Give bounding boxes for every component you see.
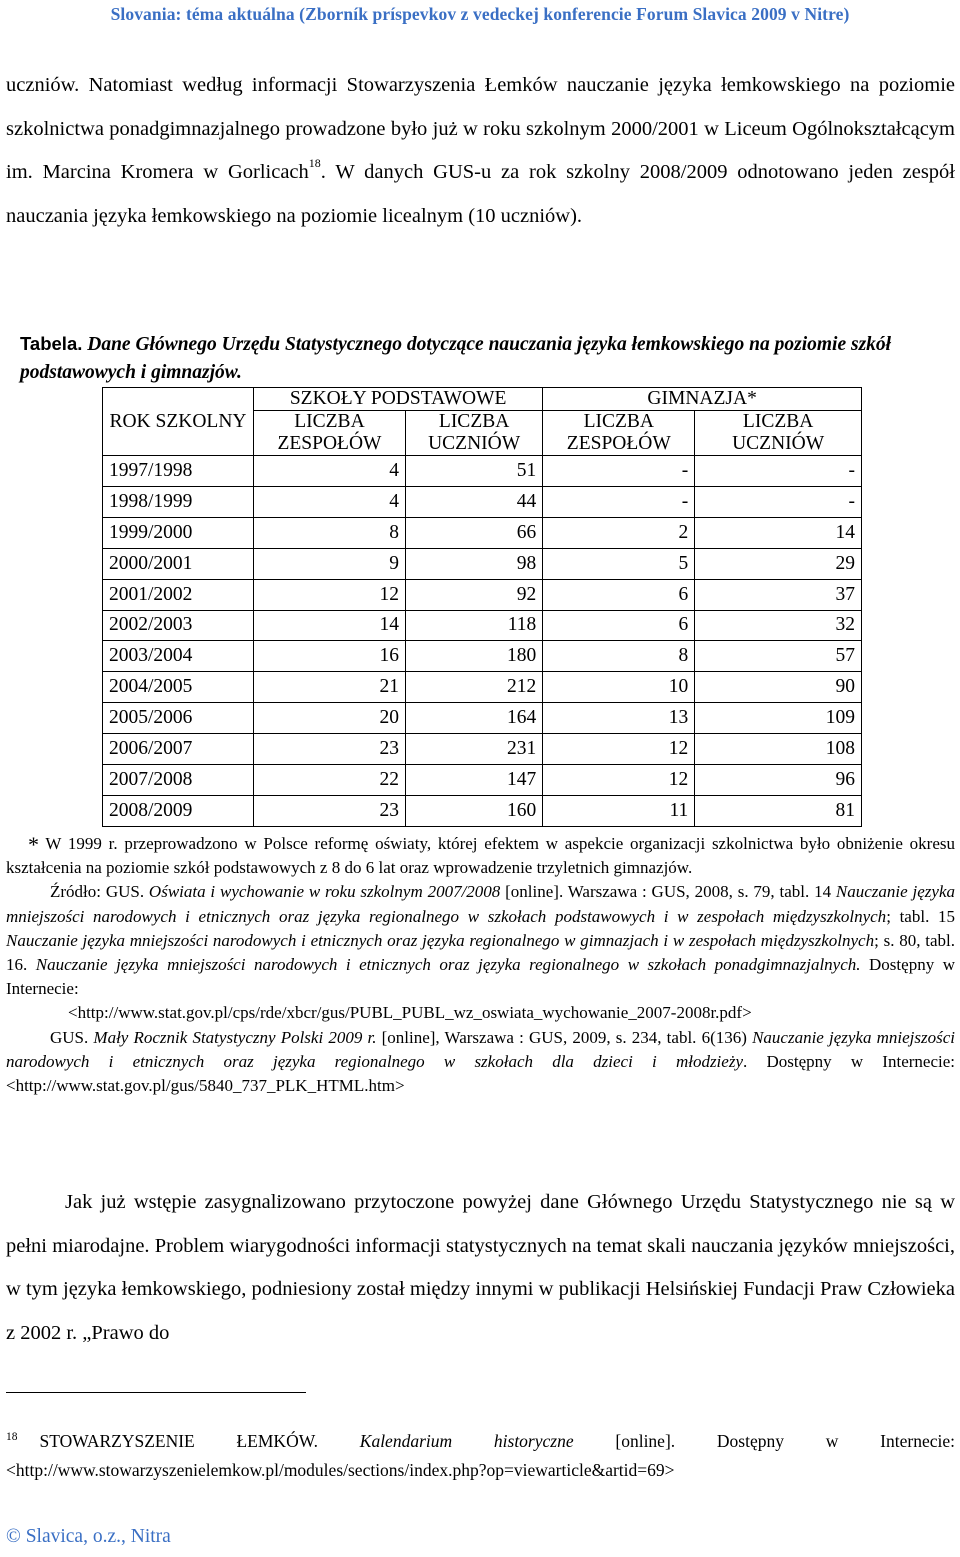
cell-gimn-zespoly: 6 — [543, 610, 695, 641]
cell-podst-uczniowie: 98 — [405, 548, 542, 579]
cell-podst-zespoly: 8 — [253, 517, 405, 548]
caption-lead: Tabela. — [20, 333, 83, 354]
cell-gimn-uczniowie: - — [695, 456, 862, 487]
table-row — [103, 765, 862, 796]
src1-g: ; s. 80, tabl. 16. — [6, 930, 955, 975]
table-row — [103, 703, 862, 734]
header-gimnazja: GIMNAZJA* — [543, 388, 862, 411]
cell-gimn-uczniowie: 109 — [695, 703, 862, 734]
header-gimn-liczba-zespolow: LICZBA ZESPOŁÓW — [543, 411, 695, 456]
cell-rok: 2000/2001 — [103, 548, 254, 579]
cell-gimn-uczniowie: 81 — [695, 795, 862, 826]
source-note-2 — [6, 1026, 955, 1099]
header-gimn-liczba-uczniow: LICZBA UCZNIÓW — [695, 411, 862, 456]
cell-gimn-zespoly: 2 — [543, 517, 695, 548]
cell-podst-zespoly: 9 — [253, 548, 405, 579]
caption-title: Dane Głównego Urzędu Statystycznego dotyczące nauczania języka łemkowskiego na poziomie szkół podstawowych i gimnazjów. — [20, 334, 892, 383]
header-podst-liczba-zespolow: LICZBA ZESPOŁÓW — [253, 411, 405, 456]
src2-c: [online], Warszawa : GUS, 2009, s. 234, tabl. 6(136) — [376, 1027, 753, 1047]
cell-gimn-zespoly: 8 — [543, 641, 695, 672]
running-header: Slovania: téma aktuálna (Zborník príspevkov z vedeckej konferencie Forum Slavica 2009 v Nitre) — [110, 4, 850, 24]
cell-podst-zespoly: 12 — [253, 579, 405, 610]
cell-gimn-zespoly: - — [543, 486, 695, 517]
table-row — [103, 641, 862, 672]
cell-rok: 2007/2008 — [103, 765, 254, 796]
cell-rok: 2004/2005 — [103, 672, 254, 703]
src2-d: Nauczanie języka mniejszości narodowych i etnicznych oraz języka regionalnego w szkołach dla dzieci i młodzieży — [6, 1027, 955, 1071]
cell-podst-uczniowie: 160 — [405, 795, 542, 826]
cell-gimn-uczniowie: 29 — [695, 548, 862, 579]
src1-d: Nauczanie języka mniejszości narodowych i etnicznych oraz języka regionalnego w szkołach podstawowych i w zespołach międzyszkolnych — [6, 882, 956, 926]
cell-gimn-uczniowie: 96 — [695, 765, 862, 796]
cell-gimn-zespoly: 12 — [543, 734, 695, 765]
src1-c: [online]. Warszawa : GUS, 2008, s. 79, tabl. 14 — [500, 882, 836, 902]
cell-rok: 1997/1998 — [103, 456, 254, 487]
cell-gimn-zespoly: 13 — [543, 703, 695, 734]
src2-e: . Dostępny w Internecie: <http://www.stat.gov.pl/gus/5840_737_PLK_HTML.htm> — [6, 1051, 955, 1096]
cell-podst-uczniowie: 66 — [405, 517, 542, 548]
table-row — [103, 610, 862, 641]
cell-gimn-uczniowie: 14 — [695, 517, 862, 548]
cell-podst-uczniowie: 147 — [405, 765, 542, 796]
src1-f: Nauczanie języka mniejszości narodowych i etnicznych oraz języka regionalnego w gimnazjach i w zespołach międzyszkolnych — [6, 930, 875, 950]
cell-gimn-zespoly: 6 — [543, 579, 695, 610]
cell-podst-zespoly: 21 — [253, 672, 405, 703]
cell-gimn-uczniowie: 37 — [695, 579, 862, 610]
table-caption — [20, 330, 960, 387]
table-row — [103, 795, 862, 826]
header-szkoly-podstawowe: SZKOŁY PODSTAWOWE — [253, 388, 542, 411]
table-row — [103, 517, 862, 548]
running-footer: © Slavica, o.z., Nitra — [6, 1526, 171, 1547]
src2-b: Mały Rocznik Statystyczny Polski 2009 r. — [93, 1027, 377, 1047]
cell-podst-zespoly: 20 — [253, 703, 405, 734]
footnote-divider — [6, 1392, 306, 1393]
src1-b: Oświata i wychowanie w roku szkolnym 2007/2008 — [148, 882, 501, 902]
body-paragraph-1 — [6, 64, 955, 238]
footnote-b: Kalendarium historyczne — [359, 1431, 574, 1451]
table-row — [103, 579, 862, 610]
footnote-number: 18 — [6, 1431, 18, 1443]
cell-gimn-zespoly: - — [543, 456, 695, 487]
src1-i: Dostępny w Internecie: — [6, 955, 955, 999]
cell-podst-zespoly: 23 — [253, 795, 405, 826]
source-url-1[interactable]: <http://www.stat.gov.pl/cps/rde/xbcr/gus/PUBL_PUBL_wz_oswiata_wychowanie_2007-2008r.pdf> — [68, 1003, 752, 1023]
cell-gimn-zespoly: 5 — [543, 548, 695, 579]
source-note-1 — [6, 880, 955, 1001]
cell-podst-uczniowie: 92 — [405, 579, 542, 610]
body-paragraph-2 — [6, 1181, 955, 1355]
cell-gimn-zespoly: 11 — [543, 795, 695, 826]
header-podst-liczba-uczniow: LICZBA UCZNIÓW — [405, 411, 542, 456]
cell-rok: 2002/2003 — [103, 610, 254, 641]
table-row — [103, 734, 862, 765]
cell-rok: 2006/2007 — [103, 734, 254, 765]
cell-rok: 1999/2000 — [103, 517, 254, 548]
cell-podst-uczniowie: 231 — [405, 734, 542, 765]
header-rok-szkolny: ROK SZKOLNY — [103, 388, 254, 456]
para1-text-cont: . W danych GUS-u za rok szkolny 2008/2009 odnotowano jeden zespół nauczania języka łemkowskiego na poziomie licealnym (10 uczniów). — [6, 161, 955, 227]
reform-note — [6, 830, 955, 880]
table-row — [103, 456, 862, 487]
cell-rok: 2001/2002 — [103, 579, 254, 610]
statistics-table — [102, 387, 862, 827]
reform-note-text: W 1999 r. przeprowadzono w Polsce reformę oświaty, której efektem w aspekcie organizacji szkolnictwa było obniżenie okresu kształcenia na poziomie szkół podstawowych z 8 do 6 lat oraz wprowadzenie trzyletnich gimnazjów. — [6, 834, 955, 878]
table-row — [103, 548, 862, 579]
cell-gimn-uczniowie: 108 — [695, 734, 862, 765]
table-row — [103, 672, 862, 703]
cell-podst-zespoly: 22 — [253, 765, 405, 796]
cell-podst-zespoly: 14 — [253, 610, 405, 641]
cell-rok: 2008/2009 — [103, 795, 254, 826]
cell-gimn-uczniowie: 90 — [695, 672, 862, 703]
cell-podst-uczniowie: 118 — [405, 610, 542, 641]
src1-h: Nauczanie języka mniejszości narodowych i etnicznych oraz języka regionalnego w szkołach ponadgimnazjalnych. — [35, 955, 861, 975]
cell-podst-zespoly: 4 — [253, 456, 405, 487]
cell-gimn-zespoly: 10 — [543, 672, 695, 703]
cell-podst-zespoly: 4 — [253, 486, 405, 517]
footnote-a: STOWARZYSZENIE ŁEMKÓW. — [39, 1431, 360, 1451]
table-row — [103, 486, 862, 517]
cell-gimn-uczniowie: - — [695, 486, 862, 517]
cell-podst-uczniowie: 44 — [405, 486, 542, 517]
src1-e: ; tabl. 15 — [886, 906, 956, 926]
cell-rok: 2005/2006 — [103, 703, 254, 734]
cell-podst-uczniowie: 51 — [405, 456, 542, 487]
cell-rok: 2003/2004 — [103, 641, 254, 672]
footnote-ref-18[interactable]: 18 — [308, 156, 321, 171]
cell-gimn-uczniowie: 32 — [695, 610, 862, 641]
cell-podst-zespoly: 23 — [253, 734, 405, 765]
cell-podst-uczniowie: 180 — [405, 641, 542, 672]
cell-rok: 1998/1999 — [103, 486, 254, 517]
cell-podst-zespoly: 16 — [253, 641, 405, 672]
src2-a: GUS. — [50, 1027, 94, 1047]
src1-a: Źródło: GUS. — [50, 882, 149, 902]
para2-text: Jak już wstępie zasygnalizowano przytoczone powyżej dane Głównego Urzędu Statystycznego nie są w pełni miarodajne. Problem wiarygodności informacji statystycznych na temat skali nauczania języków mniejszości, w tym języka łemkowskiego, podniesiony został między innymi w publikacji Helsińskiej Fundacji Praw Człowieka z 2002 r. „Prawo do — [6, 1191, 955, 1344]
asterisk-mark: * — [28, 832, 39, 857]
cell-gimn-uczniowie: 57 — [695, 641, 862, 672]
para1-text: uczniów. Natomiast według informacji Stowarzyszenia Łemków nauczanie języka łemkowskiego na poziomie szkolnictwa ponadgimnazjalnego prowadzone było już w roku szkolnym 2000/2001 w Liceum Ogólnokształcącym im. Marcina Kromera w Gorlicach — [6, 74, 955, 183]
table-notes — [6, 830, 955, 1098]
footnote-18 — [6, 1428, 955, 1483]
cell-gimn-zespoly: 12 — [543, 765, 695, 796]
cell-podst-uczniowie: 164 — [405, 703, 542, 734]
footnote-c: [online]. Dostępny w Internecie: <http://www.stowarzyszenielemkow.pl/modules/sections/index.php?op=viewarticle&artid=69> — [6, 1431, 955, 1480]
cell-podst-uczniowie: 212 — [405, 672, 542, 703]
